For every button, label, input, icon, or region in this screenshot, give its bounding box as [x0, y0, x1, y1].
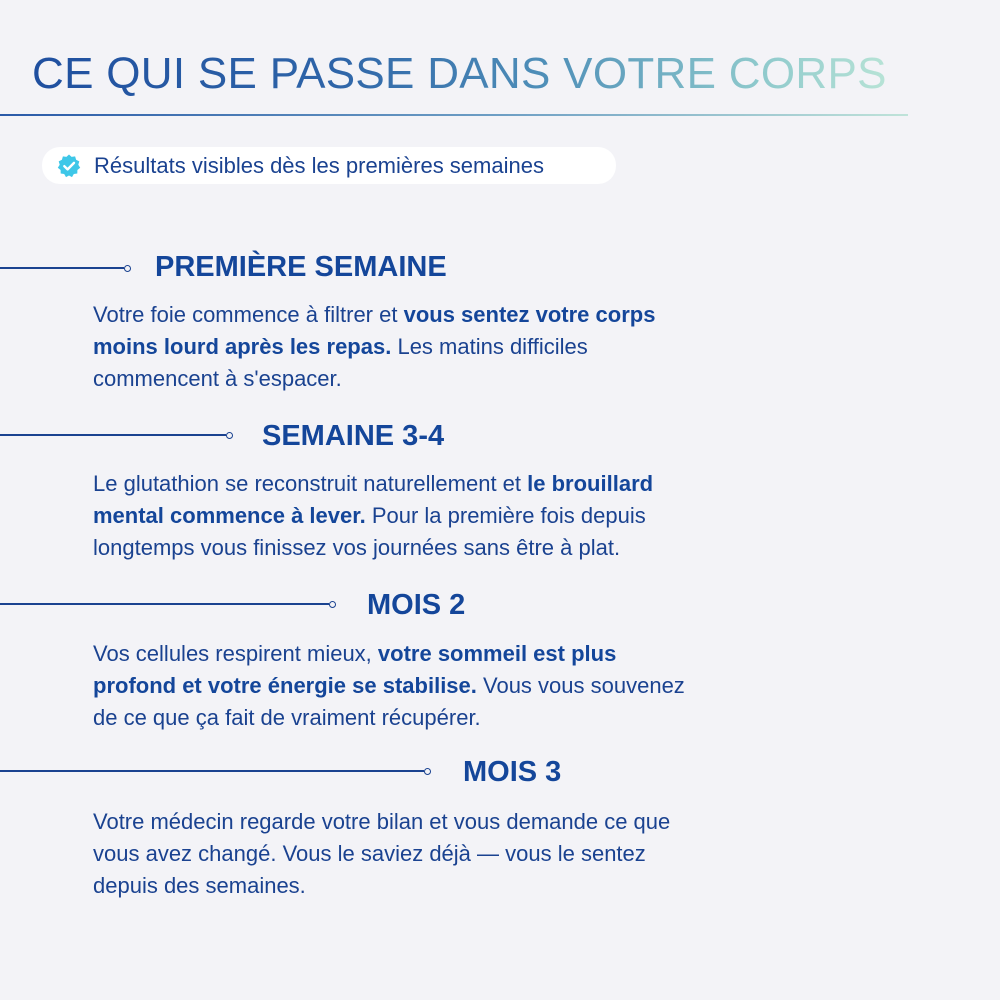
page-title: CE QUI SE PASSE DANS VOTRE CORPS — [32, 49, 887, 98]
timeline-dot-2 — [226, 432, 233, 439]
verified-badge-icon — [56, 153, 82, 179]
step-title-week-1: PREMIÈRE SEMAINE — [155, 251, 447, 283]
step-text-month-2: Vos cellules respirent mieux, votre sommeil est plus profond et votre énergie se stabilise. Vous vous souvenez de ce que ça fait de vraiment récupérer. — [93, 641, 685, 730]
timeline-connector-1 — [0, 267, 124, 269]
step-text-month-3: Votre médecin regarde votre bilan et vous demande ce que vous avez changé. Vous le saviez déjà — vous le sentez depuis des semaines. — [93, 809, 671, 898]
step-highlight: vous sentez votre corps moins lourd après les repas. — [93, 302, 656, 359]
timeline-connector-4 — [0, 770, 424, 772]
timeline-dot-3 — [329, 601, 336, 608]
timeline-connector-2 — [0, 434, 226, 436]
timeline-dot-4 — [424, 768, 431, 775]
step-title-month-2: MOIS 2 — [367, 589, 466, 621]
title-divider — [0, 114, 908, 116]
step-highlight: votre sommeil est plus profond et votre énergie se stabilise. — [93, 641, 617, 698]
step-title-month-3: MOIS 3 — [463, 756, 562, 788]
badge-label: Résultats visibles dès les premières semaines — [94, 153, 544, 178]
step-text-week-3-4: Le glutathion se reconstruit naturellement et le brouillard mental commence à lever. Pour la première fois depuis longtemps vous finissez vos journées sans être à plat. — [93, 471, 654, 560]
results-badge — [42, 147, 616, 184]
step-highlight: le brouillard mental commence à lever. — [93, 471, 654, 528]
step-text-week-1: Votre foie commence à filtrer et vous sentez votre corps moins lourd après les repas. Les matins difficiles commencent à s'espacer. — [93, 302, 656, 391]
timeline-dot-1 — [124, 265, 131, 272]
timeline-connector-3 — [0, 603, 329, 605]
step-title-week-3-4: SEMAINE 3-4 — [262, 420, 445, 452]
